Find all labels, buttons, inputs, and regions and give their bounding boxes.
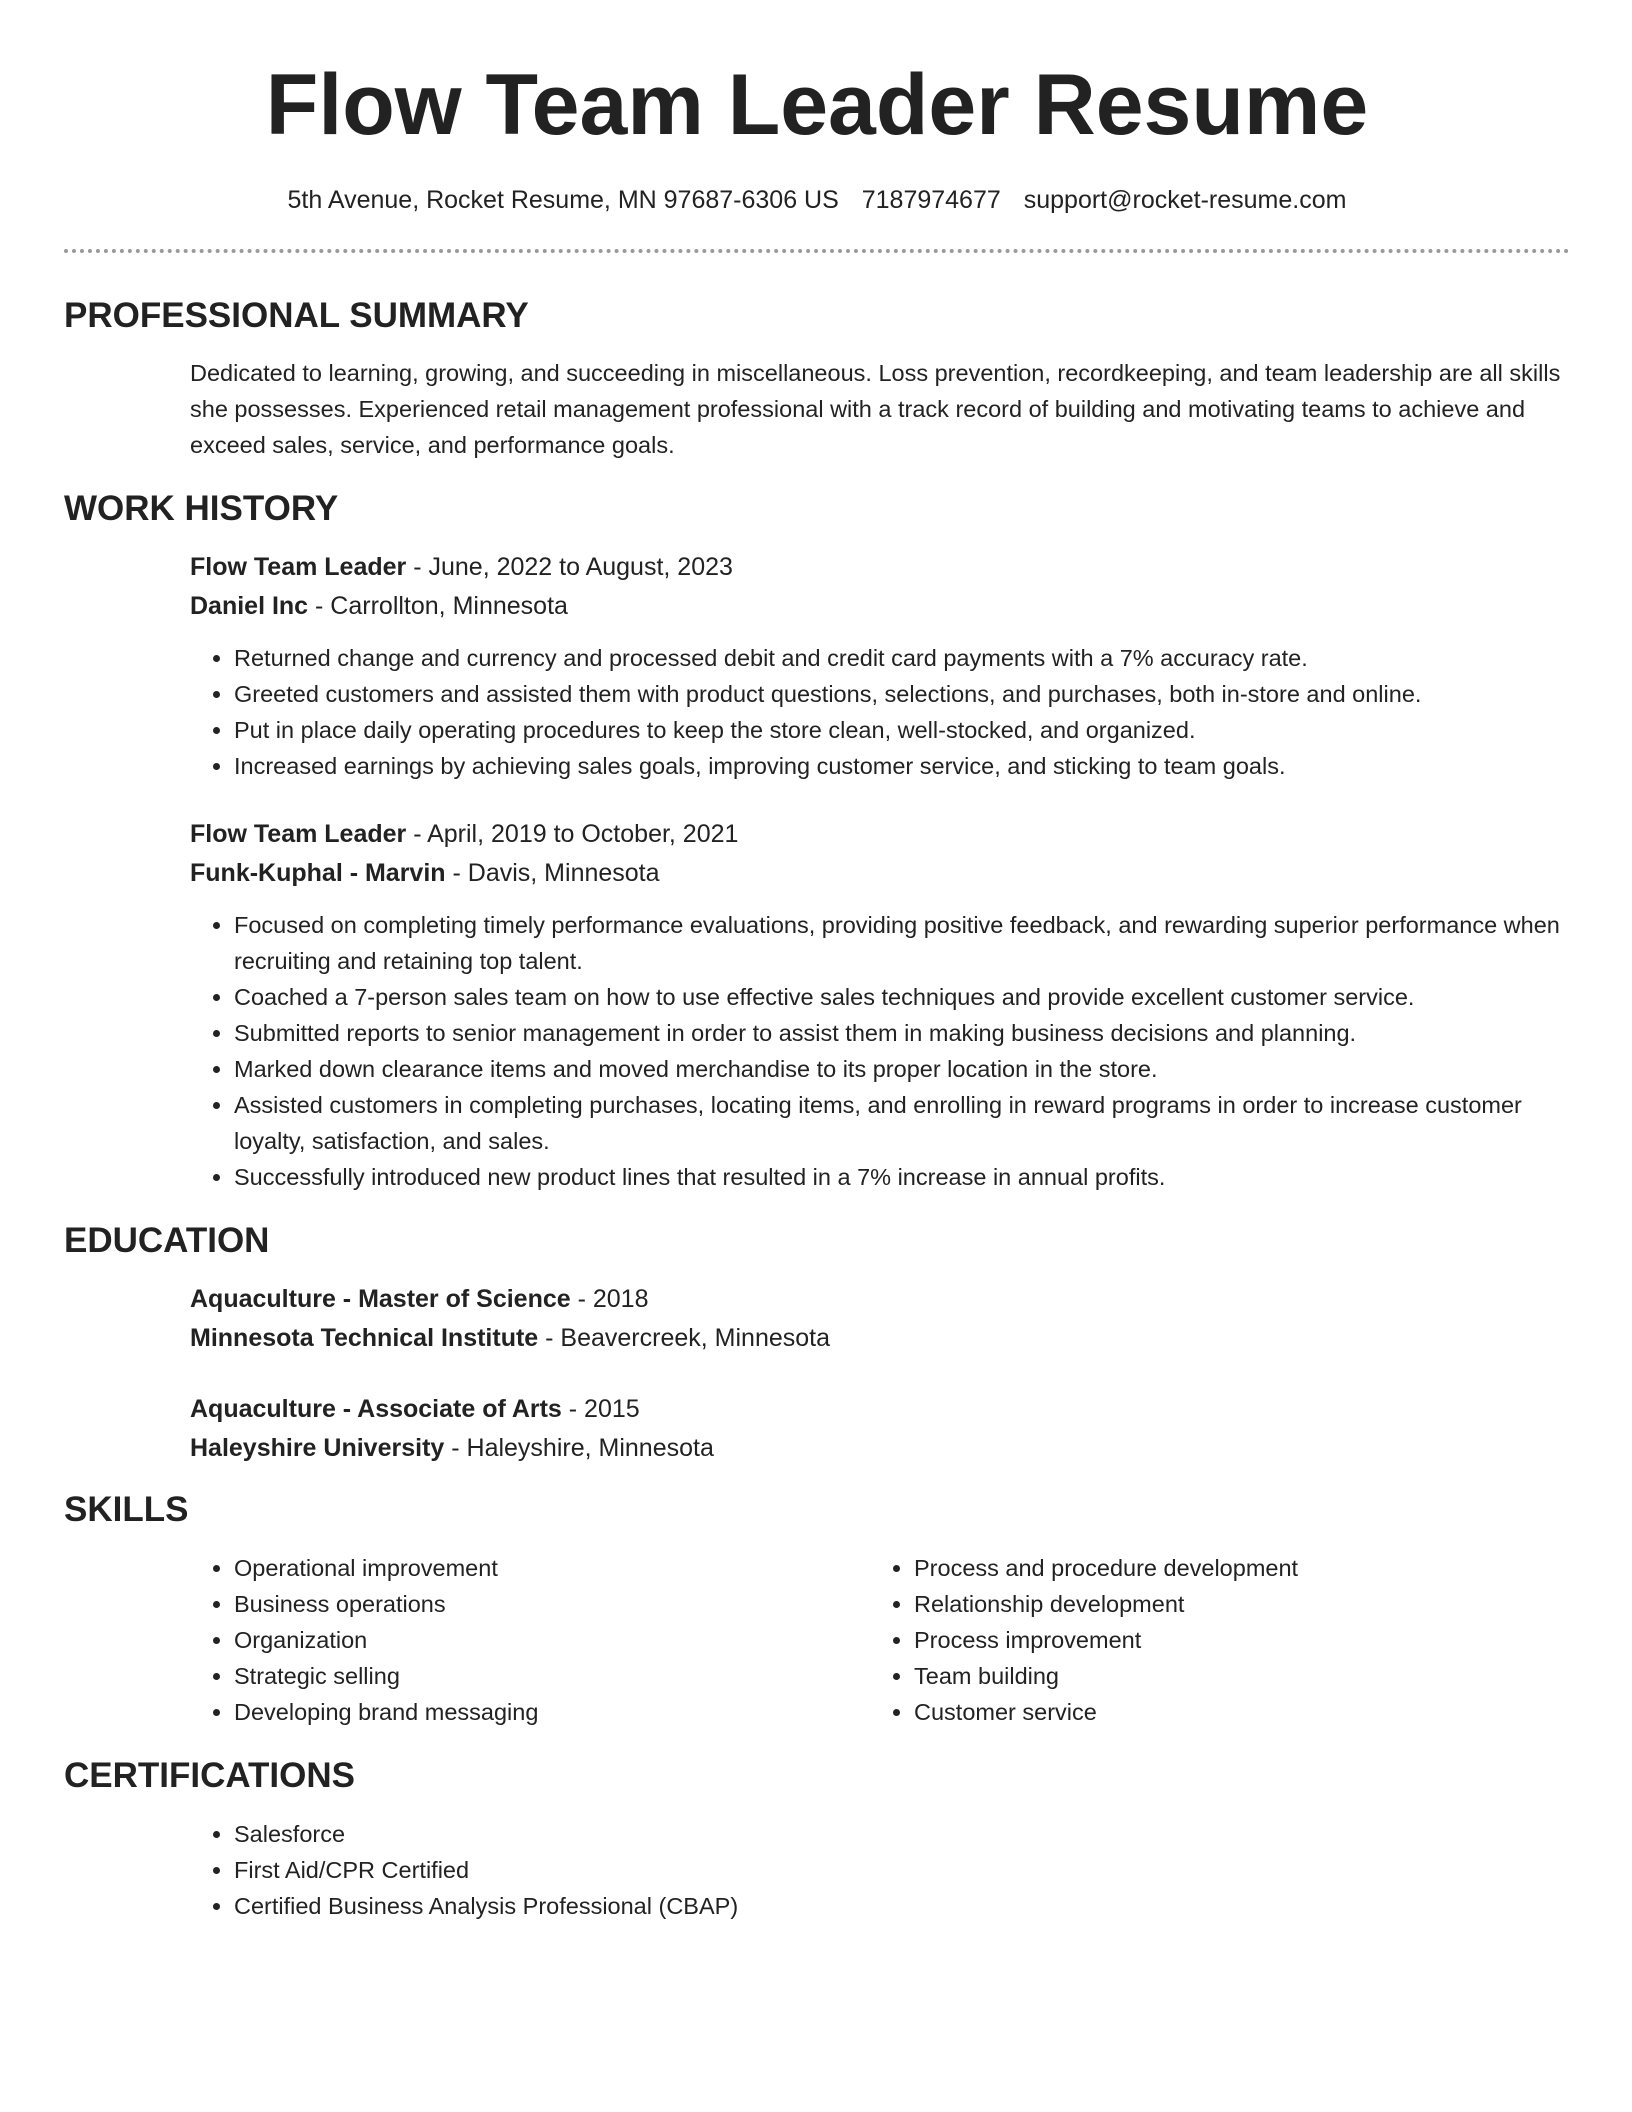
school: Haleyshire University [190, 1434, 445, 1462]
job-bullet: • Assisted customers in completing purchases, locating items, and enrolling in reward programs in order to increase customer loyalty, satisfaction, and sales. [234, 1087, 1570, 1159]
degree: Aquaculture - Associate of Arts [190, 1395, 562, 1423]
job-bullet: • Greeted customers and assisted them with product questions, selections, and purchases, both in-store and online. [234, 676, 1570, 712]
job-bullet: • Submitted reports to senior management in order to assist them in making business decisions and planning. [234, 1015, 1570, 1051]
job-bullet: • Focused on completing timely performance evaluations, providing positive feedback, and rewarding superior performance when recruiting and retaining top talent. [234, 907, 1570, 979]
work-history-heading: WORK HISTORY [64, 489, 339, 528]
degree-year: - 2018 [570, 1285, 649, 1313]
degree-year: - 2015 [561, 1395, 640, 1423]
education-section [190, 1280, 1570, 1468]
contact-line [64, 186, 1570, 215]
job-bullet: • Successfully introduced new product lines that resulted in a 7% increase in annual profits. [234, 1159, 1570, 1195]
skills-section [190, 1550, 1570, 1730]
resume-page [64, 0, 1570, 1924]
skill-item: • Process and procedure development [914, 1550, 1550, 1586]
skill-item: • Operational improvement [234, 1550, 870, 1586]
job-location: - Davis, Minnesota [445, 859, 660, 887]
education-entry [190, 1390, 1570, 1468]
education-entry [190, 1280, 1570, 1358]
school: Minnesota Technical Institute [190, 1324, 539, 1352]
skills-list [870, 1550, 1550, 1730]
summary-section [190, 355, 1570, 463]
degree: Aquaculture - Master of Science [190, 1285, 571, 1313]
job-dates: - April, 2019 to October, 2021 [406, 820, 739, 848]
summary-heading: PROFESSIONAL SUMMARY [64, 296, 529, 335]
job-company: Daniel Inc [190, 592, 309, 620]
skill-item: • Business operations [234, 1586, 870, 1622]
job-title: Flow Team Leader [190, 553, 407, 581]
job-entry [190, 815, 1570, 1195]
contact-email: support@rocket-resume.com [1023, 186, 1347, 214]
job-entry [190, 548, 1570, 784]
school-location: - Haleyshire, Minnesota [444, 1434, 714, 1462]
skills-list [190, 1550, 870, 1730]
skill-item: • Customer service [914, 1694, 1550, 1730]
job-title-line [190, 815, 1570, 854]
resume-title: Flow Team Leader Resume [265, 57, 1369, 153]
job-bullet: • Put in place daily operating procedures to keep the store clean, well-stocked, and organized. [234, 712, 1570, 748]
job-bullets [190, 640, 1570, 784]
job-bullet: • Coached a 7-person sales team on how to use effective sales techniques and provide excellent customer service. [234, 979, 1570, 1015]
degree-line [190, 1390, 1570, 1429]
job-dates: - June, 2022 to August, 2023 [406, 553, 733, 581]
skill-item: • Team building [914, 1658, 1550, 1694]
skill-item: • Organization [234, 1622, 870, 1658]
certification-item: • First Aid/CPR Certified [234, 1852, 1570, 1888]
work-history-section [190, 548, 1570, 1195]
certifications-section [190, 1816, 1570, 1924]
degree-line [190, 1280, 1570, 1319]
school-line [190, 1319, 1570, 1358]
skills-grid [190, 1550, 1570, 1730]
certifications-heading: CERTIFICATIONS [64, 1756, 356, 1795]
school-line [190, 1429, 1570, 1468]
certification-item: • Certified Business Analysis Professional (CBAP) [234, 1888, 1570, 1924]
education-heading: EDUCATION [64, 1221, 270, 1260]
certification-item: • Salesforce [234, 1816, 1570, 1852]
skill-item: • Developing brand messaging [234, 1694, 870, 1730]
contact-address: 5th Avenue, Rocket Resume, MN 97687-6306 US [287, 186, 839, 214]
skill-item: • Strategic selling [234, 1658, 870, 1694]
skill-item: • Process improvement [914, 1622, 1550, 1658]
school-location: - Beavercreek, Minnesota [538, 1324, 830, 1352]
contact-phone: 7187974677 [861, 186, 1001, 214]
job-company-line [190, 587, 1570, 626]
job-title-line [190, 548, 1570, 587]
job-bullets [190, 907, 1570, 1195]
job-company: Funk-Kuphal - Marvin [190, 859, 446, 887]
job-title: Flow Team Leader [190, 820, 407, 848]
header-divider [64, 249, 1570, 253]
job-location: - Carrollton, Minnesota [308, 592, 568, 620]
job-bullet: • Marked down clearance items and moved merchandise to its proper location in the store. [234, 1051, 1570, 1087]
skills-heading: SKILLS [64, 1490, 189, 1529]
skill-item: • Relationship development [914, 1586, 1550, 1622]
skills-column-right [870, 1550, 1550, 1730]
job-bullet: • Increased earnings by achieving sales goals, improving customer service, and sticking to team goals. [234, 748, 1570, 784]
skills-column-left [190, 1550, 870, 1730]
job-bullet: • Returned change and currency and processed debit and credit card payments with a 7% accuracy rate. [234, 640, 1570, 676]
job-company-line [190, 854, 1570, 893]
summary-text: Dedicated to learning, growing, and succeeding in miscellaneous. Loss prevention, recordkeeping, and team leadership are all skills she possesses. Experienced retail management professional with a track record of building and motivating teams to achieve and exceed sales, service, and performance goals. [190, 360, 1561, 458]
certifications-list [190, 1816, 1570, 1924]
